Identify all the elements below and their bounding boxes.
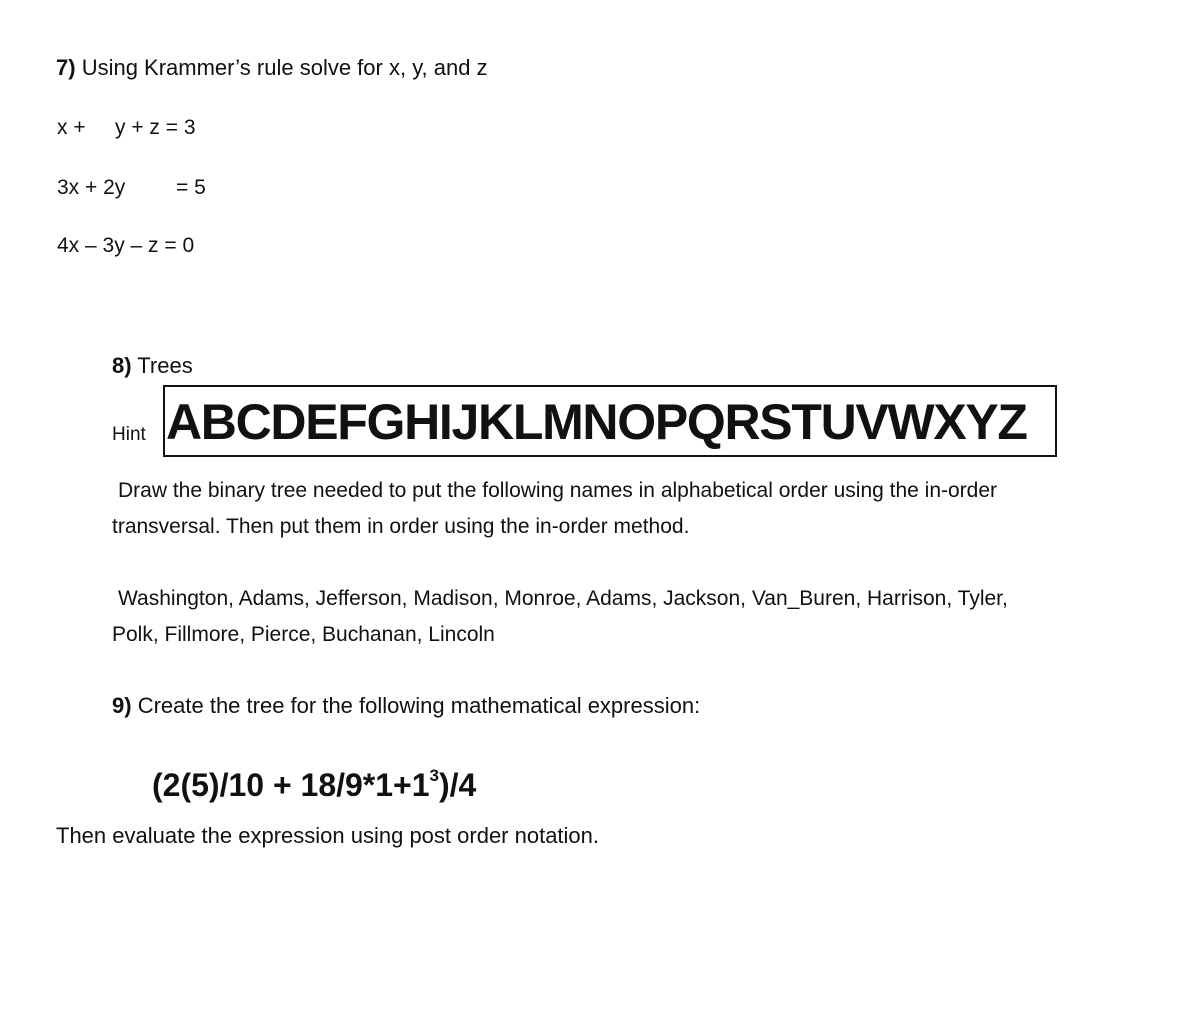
q8-names-line2: Polk, Fillmore, Pierce, Buchanan, Lincoln <box>112 623 495 646</box>
q9-expression-tail: )/4 <box>439 767 477 803</box>
q8-number: 8) <box>112 353 132 378</box>
q7-eq2-part1: 3x + 2y <box>57 176 126 199</box>
q9-number: 9) <box>112 693 132 718</box>
q9-expression <box>152 767 476 804</box>
q8-instructions <box>112 473 1152 545</box>
q8-instruction-line2: transversal. Then put them in order using the in-order method. <box>112 515 690 538</box>
q9-followup: Then evaluate the expression using post order notation. <box>56 823 600 848</box>
q7-eq1-part2: y + z = 3 <box>115 116 196 139</box>
q7-eq2-part2: = 5 <box>176 176 206 199</box>
q9-prompt <box>112 693 700 719</box>
q8-names-line1: Washington, Adams, Jefferson, Madison, Monroe, Adams, Jackson, Van_Buren, Harrison, Tyler, <box>118 587 1008 610</box>
q7-eq3: 4x – 3y – z = 0 <box>57 234 195 257</box>
q8-names <box>112 581 1152 653</box>
q9-expression-exponent: 3 <box>429 766 439 785</box>
q7-text: Using Krammer’s rule solve for x, y, and z <box>81 55 488 80</box>
q8-instruction-line1: Draw the binary tree needed to put the following names in alphabetical order using the in-order <box>118 479 998 502</box>
alphabet-hint-box <box>163 385 1057 457</box>
alphabet-text: ABCDEFGHIJKLMNOPQRSTUVWXYZ <box>166 394 1027 450</box>
q7-eq1-part1: x + <box>57 116 86 139</box>
q9-expression-main: (2(5)/10 + 18/9*1+1 <box>152 767 430 803</box>
hint-label: Hint <box>112 424 146 445</box>
q8-title: Trees <box>137 353 193 378</box>
q7-prompt <box>56 55 488 81</box>
q7-number: 7) <box>56 55 76 80</box>
q8-heading <box>112 353 193 379</box>
q9-text: Create the tree for the following mathematical expression: <box>137 693 701 718</box>
